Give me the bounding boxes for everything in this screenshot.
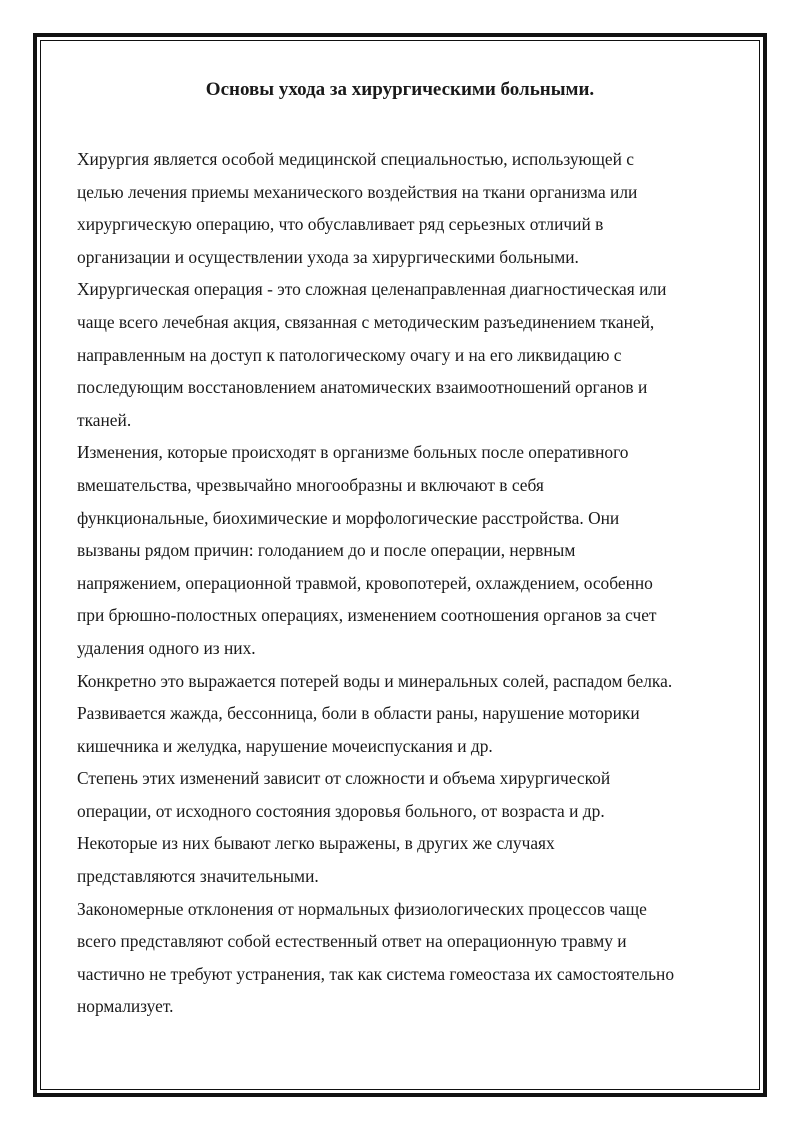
body-line: удаления одного из них. [77,637,256,658]
body-line: кишечника и желудка, нарушение мочеиспускания и др. [77,735,493,756]
body-line: направленным на доступ к патологическому очагу и на его ликвидацию с [77,344,622,365]
body-line: последующим восстановлением анатомических взаимоотношений органов и [77,377,648,398]
body-line: тканей. [77,409,132,430]
body-line: напряжением, операционной травмой, кровопотерей, охлаждением, особенно [77,572,653,593]
body-line: Хирургическая операция - это сложная целенаправленная диагностическая или [77,279,667,300]
body-line: операции, от исходного состояния здоровья больного, от возраста и др. [77,800,605,821]
body-line: представляются значительными. [77,866,319,887]
body-line: вмешательства, чрезвычайно многообразны и включают в себя [77,474,544,495]
body-line: при брюшно-полостных операциях, изменением соотношения органов за счет [77,605,657,626]
body-line: Изменения, которые происходят в организме больных после оперативного [77,442,629,463]
body-line: частично не требуют устранения, так как система гомеостаза их самостоятельно [77,963,675,984]
body-line: хирургическую операцию, что обуславливает ряд серьезных отличий в [77,214,604,235]
body-line: Некоторые из них бывают легко выражены, в других же случаях [77,833,555,854]
body-line: функциональные, биохимические и морфологические расстройства. Они [77,507,620,528]
body-line: Степень этих изменений зависит от сложности и объема хирургической [77,768,611,789]
document-title: Основы ухода за хирургическими больными. [205,79,595,100]
document-body [77,143,737,1023]
body-line: чаще всего лечебная акция, связанная с методическим разъединением тканей, [77,311,655,332]
body-line: нормализует. [77,996,174,1017]
body-line: Развивается жажда, бессонница, боли в области раны, нарушение моторики [77,703,640,724]
body-line: Закономерные отклонения от нормальных физиологических процессов чаще [77,898,647,919]
body-line: целью лечения приемы механического воздействия на ткани организма или [77,181,638,202]
body-line: всего представляют собой естественный ответ на операционную травму и [77,931,627,952]
body-line: Конкретно это выражается потерей воды и минеральных солей, распадом белка. [77,670,673,691]
body-line: вызваны рядом причин: голоданием до и после операции, нервным [77,540,576,561]
body-line: Хирургия является особой медицинской специальностью, использующей с [77,149,635,169]
body-line: организации и осуществлении ухода за хирургическими больными. [77,246,579,267]
